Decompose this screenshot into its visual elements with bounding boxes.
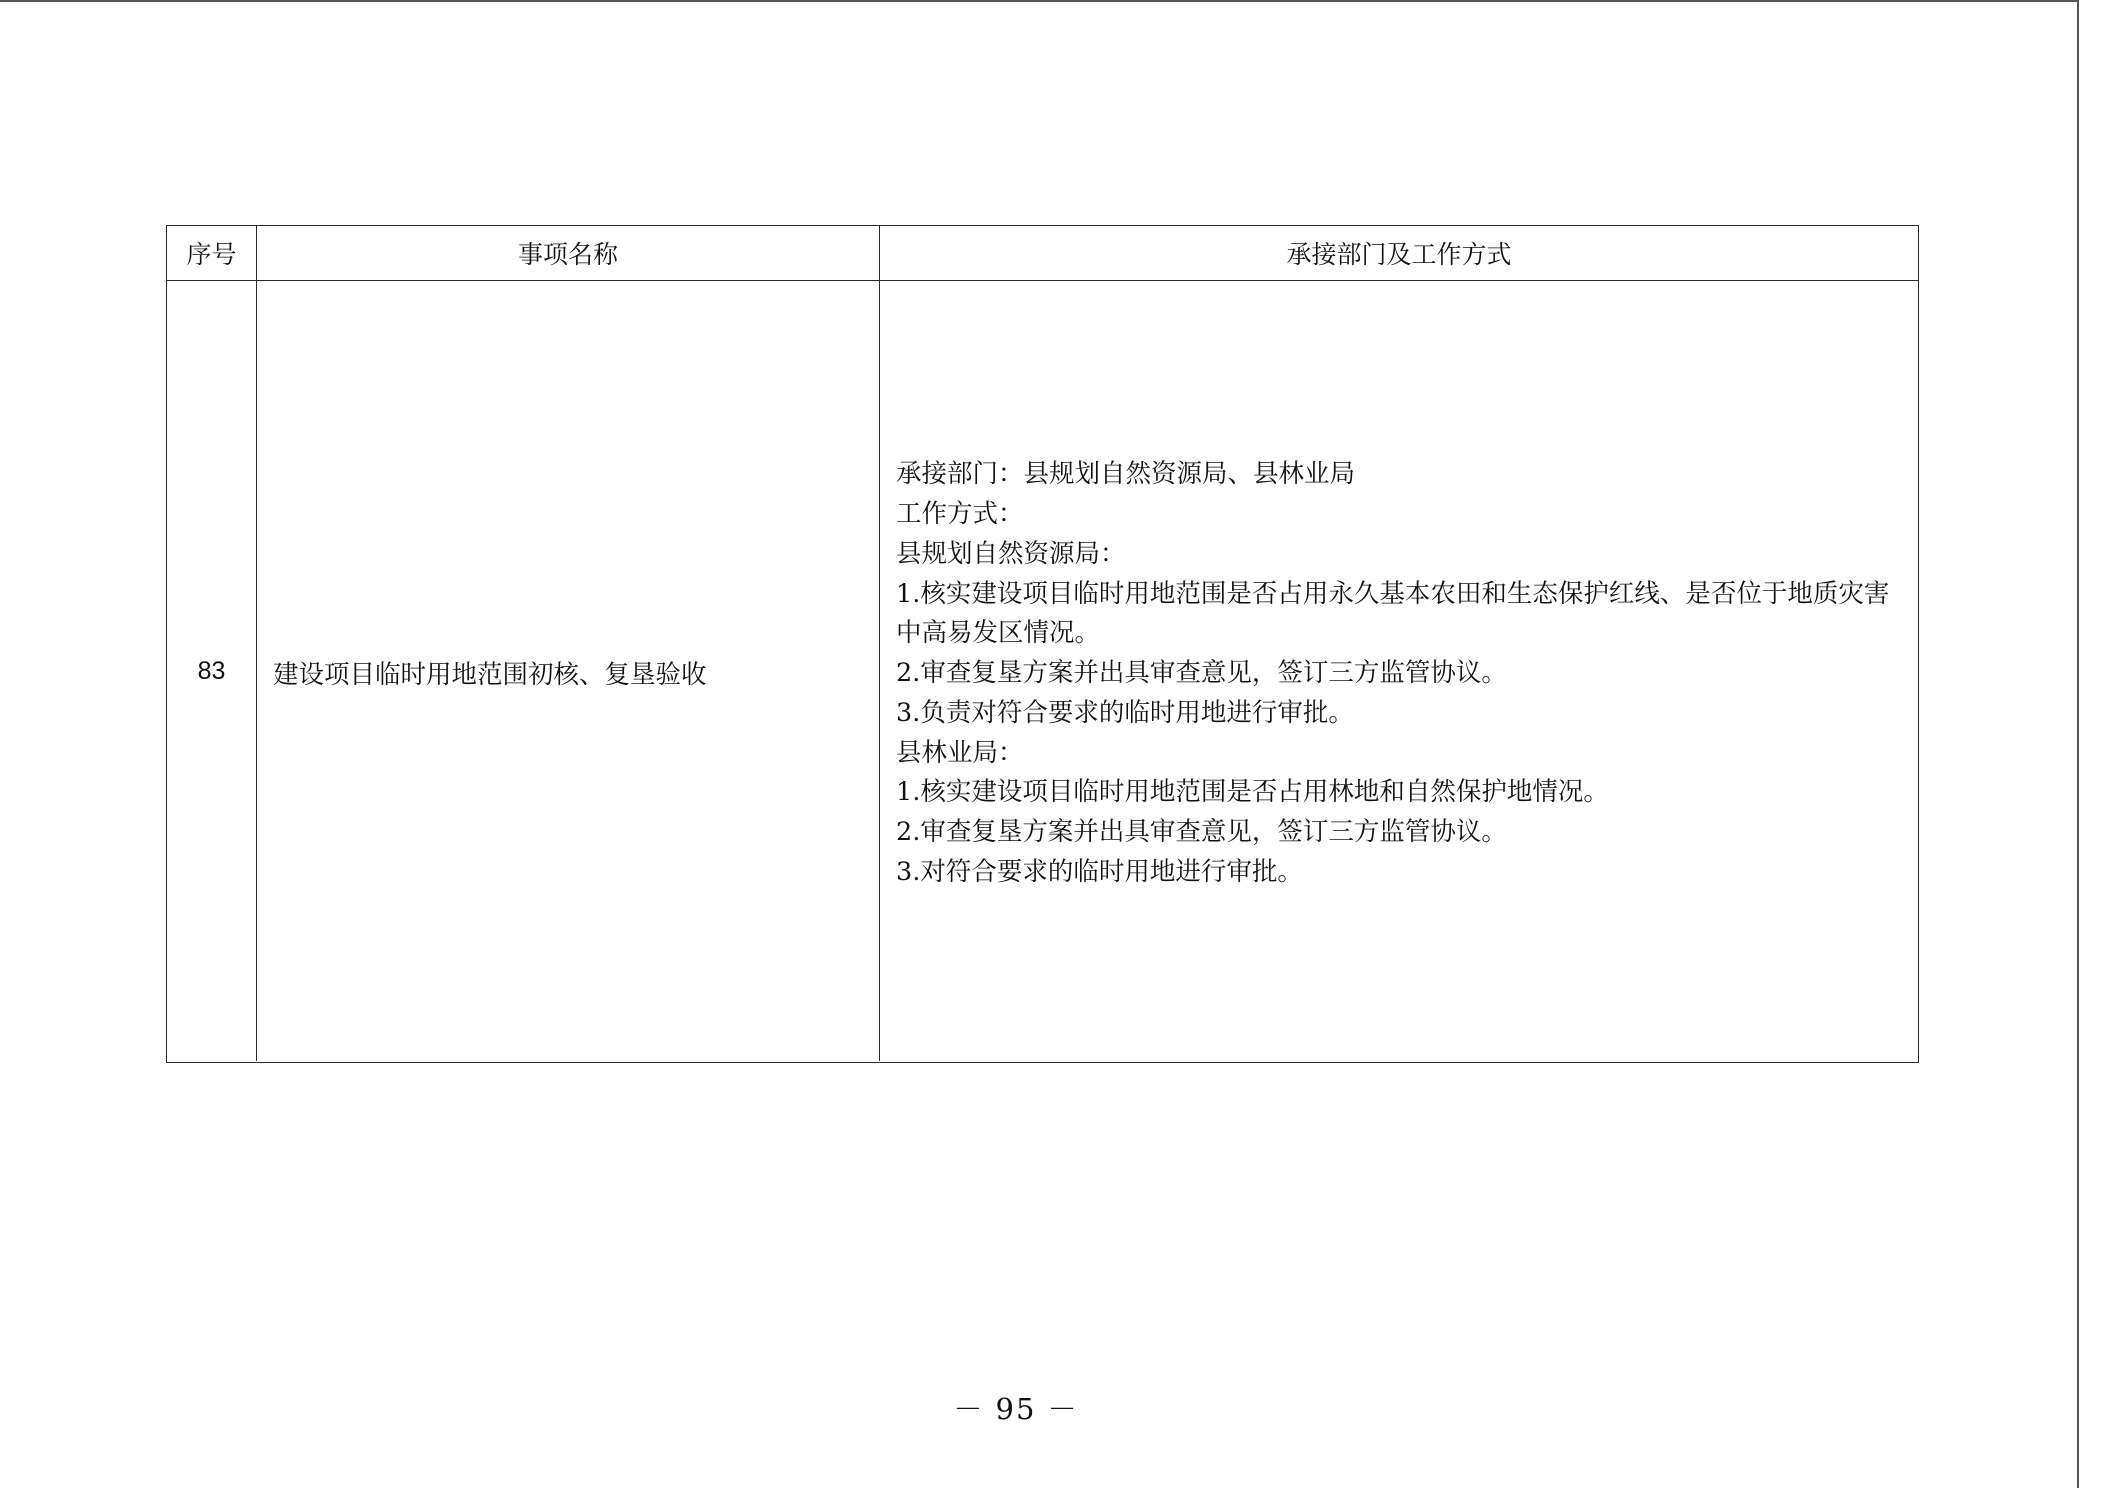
text-line: 2.审查复垦方案并出具审查意见，签订三方监管协议。	[896, 817, 1507, 848]
text-line: 1.核实建设项目临时用地范围是否占用永久基本农田和生态保护红线、是否位于地质灾害	[896, 578, 1890, 609]
row-item-name-cell	[257, 281, 880, 1061]
header-seq	[167, 226, 257, 281]
page-top-edge	[0, 0, 2077, 2]
header-seq-label: 序号	[186, 240, 237, 269]
row-seq: 83	[197, 656, 226, 685]
header-item-name-label: 事项名称	[517, 240, 618, 269]
header-department-method	[880, 226, 1918, 281]
text-line: 县林业局：	[896, 737, 1024, 768]
text-line: 承接部门：县规划自然资源局、县林业局	[896, 459, 1356, 490]
text-line: 县规划自然资源局：	[896, 538, 1126, 569]
page-number: － 95 －	[953, 1392, 1079, 1426]
text-line: 中高易发区情况。	[896, 618, 1101, 649]
text-line: 工作方式：	[896, 498, 1024, 529]
page-right-edge	[2077, 0, 2079, 1488]
responsibility-table	[166, 225, 1919, 1063]
text-line: 1.核实建设项目临时用地范围是否占用林地和自然保护地情况。	[896, 777, 1609, 808]
department-method-text	[896, 455, 1889, 893]
text-line: 3.对符合要求的临时用地进行审批。	[896, 857, 1303, 888]
header-department-method-label: 承接部门及工作方式	[1286, 240, 1512, 269]
row-department-method-cell	[880, 281, 1918, 1061]
row-item-name: 建设项目临时用地范围初核、复垦验收	[273, 660, 707, 690]
row-seq-cell	[167, 281, 257, 1061]
header-item-name	[257, 226, 880, 281]
text-line: 2.审查复垦方案并出具审查意见，签订三方监管协议。	[896, 658, 1507, 689]
text-line: 3.负责对符合要求的临时用地进行审批。	[896, 697, 1354, 728]
